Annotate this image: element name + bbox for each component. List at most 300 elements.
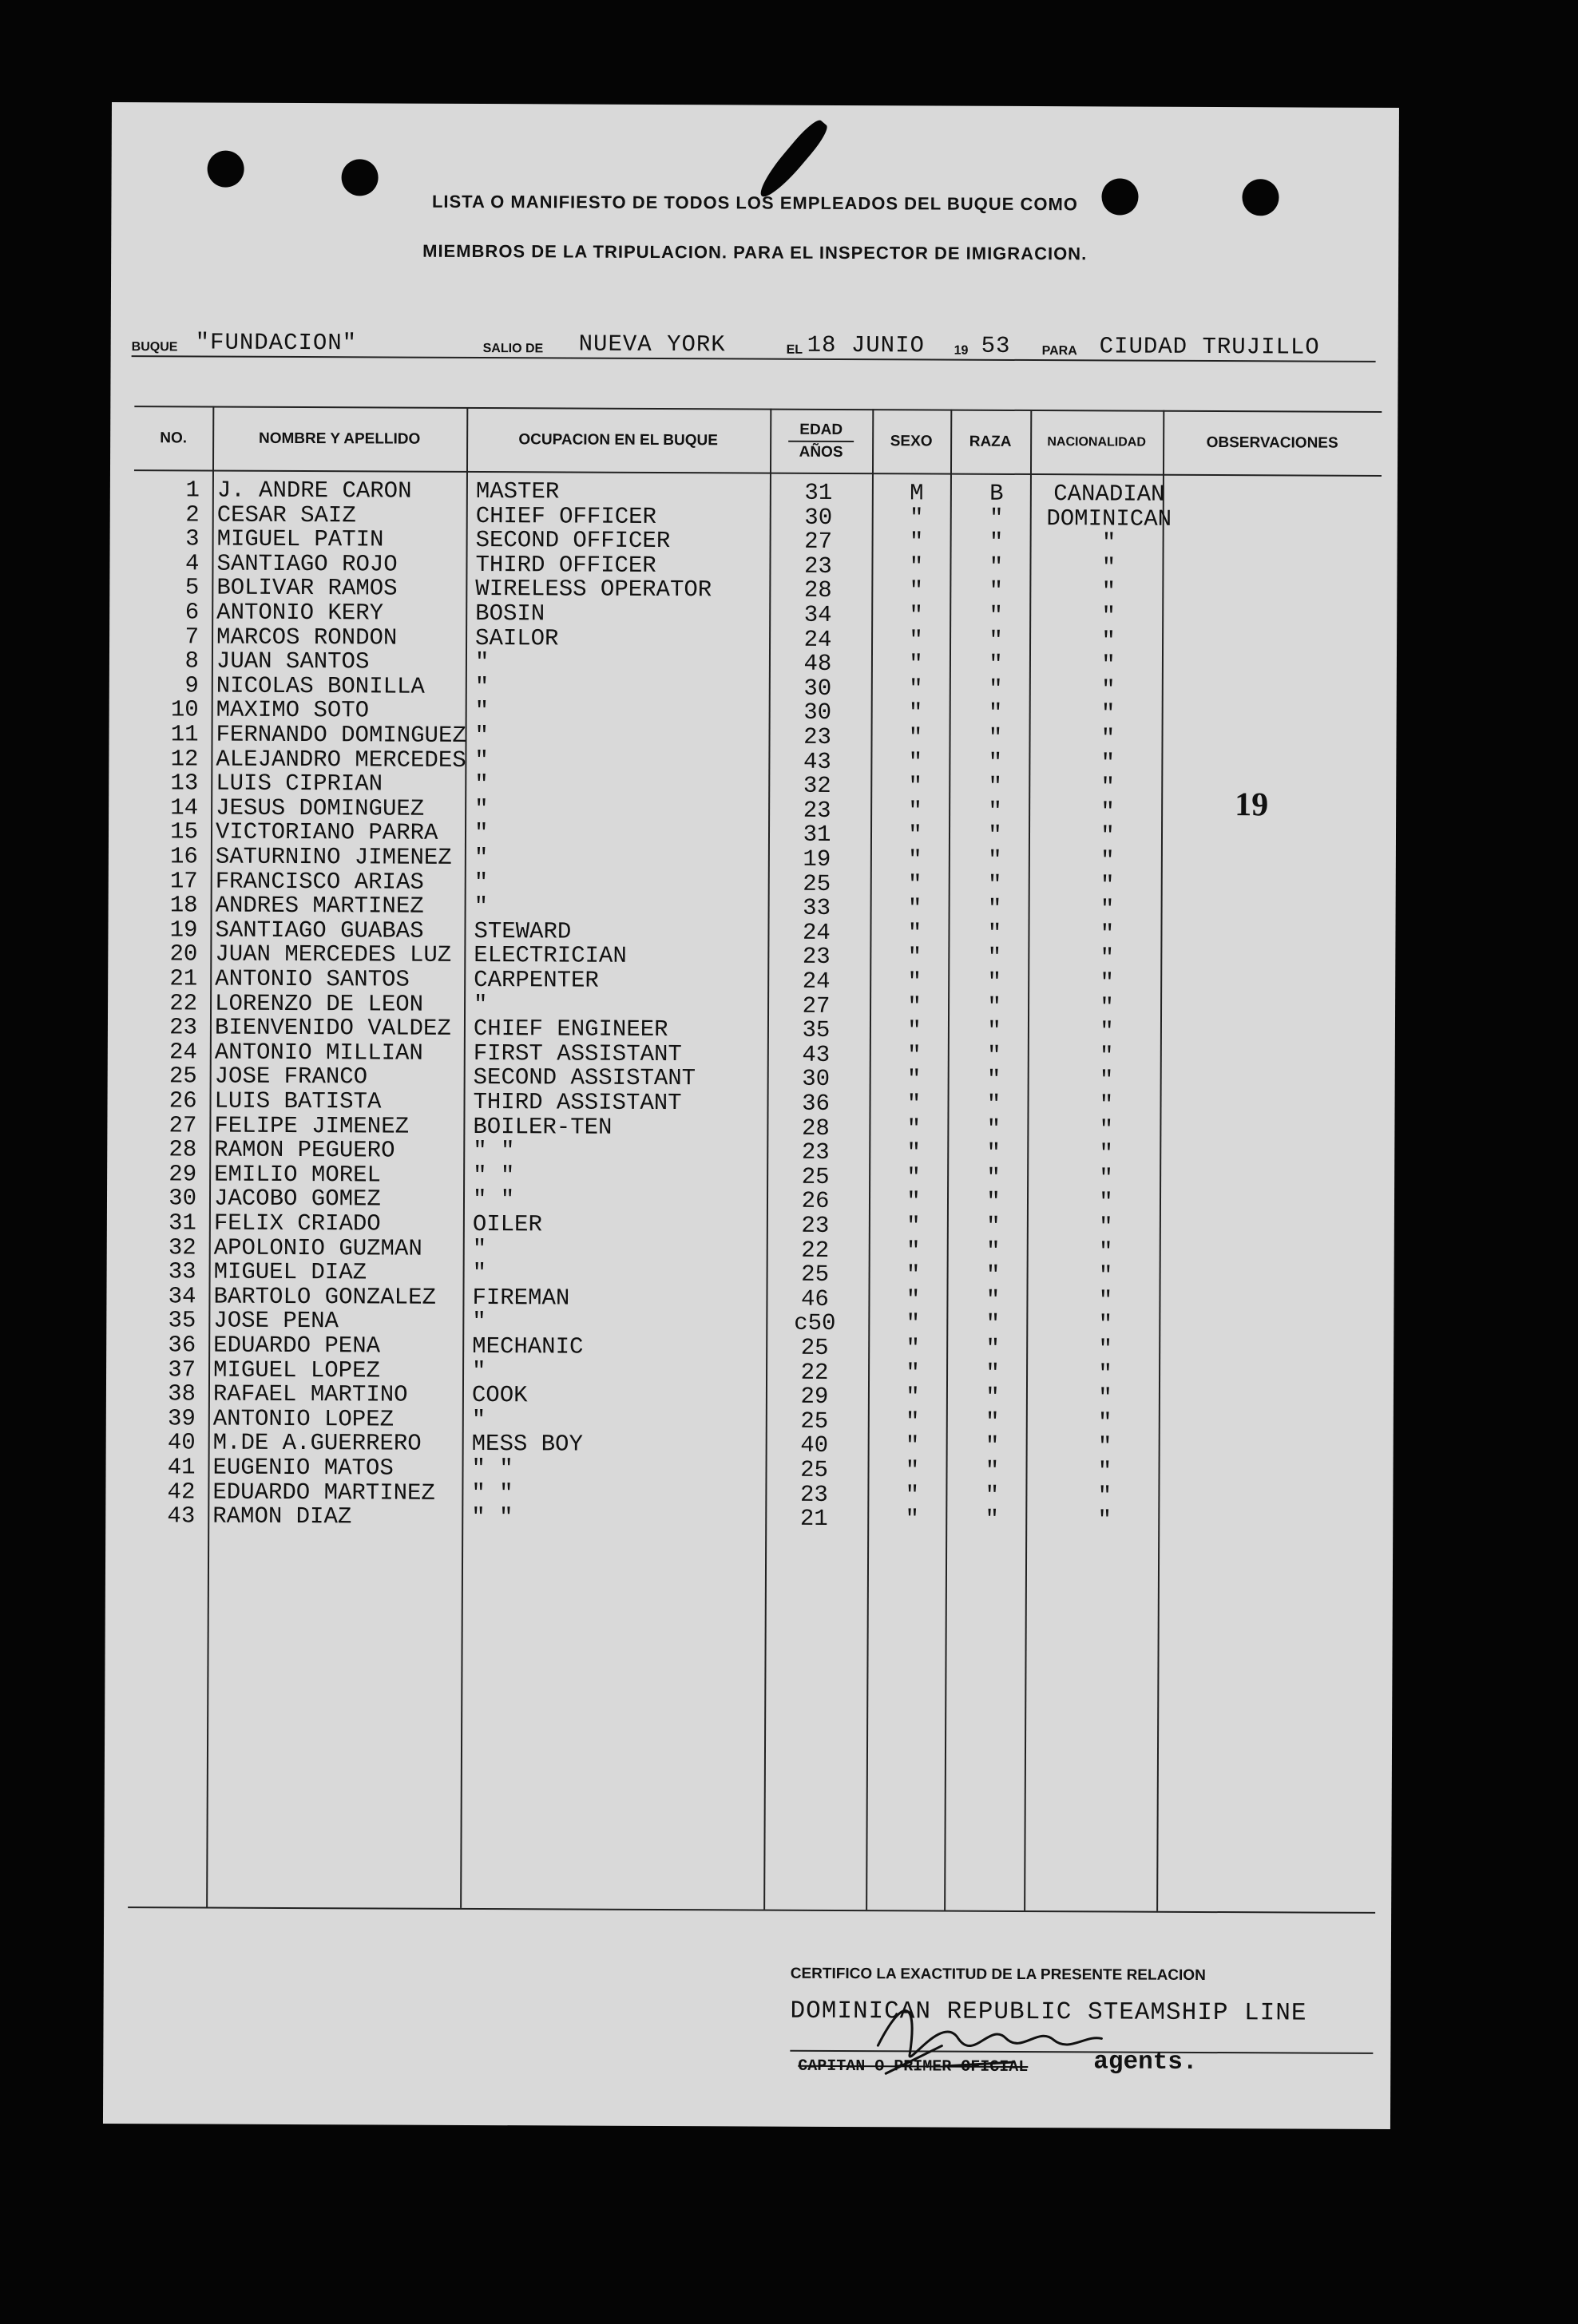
crew-nationality: "	[1097, 1506, 1112, 1534]
company-name: DOMINICAN REPUBLIC STEAMSHIP LINE	[790, 1997, 1307, 2028]
row-number: 34	[168, 1283, 196, 1310]
crew-age: 32	[803, 772, 831, 800]
crew-sex: "	[907, 1017, 922, 1044]
crew-name: JUAN SANTOS	[216, 647, 370, 675]
row-number: 42	[167, 1478, 196, 1506]
row-number: 24	[169, 1039, 197, 1066]
crew-name: JUAN MERCEDES LUZ	[215, 940, 452, 969]
crew-race: "	[987, 1042, 1001, 1069]
row-number: 26	[169, 1087, 197, 1114]
crew-nationality: "	[1099, 1140, 1114, 1167]
crew-sex: "	[909, 577, 924, 604]
crew-name: VICTORIANO PARRA	[215, 818, 438, 847]
crew-name: FRANCISCO ARIAS	[215, 868, 424, 896]
crew-age: c50	[794, 1310, 836, 1337]
crew-name: ANTONIO MILLIAN	[214, 1039, 423, 1067]
certify-text: CERTIFICO LA EXACTITUD DE LA PRESENTE RELACION	[790, 1965, 1206, 1984]
crew-name: FELIX CRIADO	[213, 1210, 381, 1237]
crew-nationality: "	[1100, 994, 1114, 1021]
row-number: 5	[184, 574, 200, 601]
crew-nationality: "	[1099, 1213, 1113, 1241]
crew-nationality: "	[1098, 1384, 1112, 1411]
agents-text: agents.	[1093, 2048, 1198, 2077]
table-bottom-rule	[128, 1906, 1375, 1914]
crew-age: 25	[801, 1163, 830, 1190]
row-number: 12	[170, 745, 199, 773]
crew-sex: "	[905, 1457, 920, 1484]
crew-name: ANDRES MARTINEZ	[215, 892, 424, 920]
crew-race: "	[988, 773, 1003, 801]
crew-sex: "	[906, 1066, 922, 1093]
salio-label: SALIO DE	[482, 342, 544, 356]
crew-age: 22	[801, 1237, 830, 1264]
crew-race: "	[988, 724, 1003, 751]
crew-nationality: "	[1100, 1018, 1114, 1045]
crew-nationality: "	[1098, 1287, 1113, 1314]
crew-sex: "	[908, 846, 922, 873]
crew-sex: "	[908, 773, 923, 800]
crew-nationality: CANADIAN	[1053, 481, 1165, 508]
crew-nationality: "	[1100, 872, 1115, 899]
crew-name: LUIS BATISTA	[214, 1087, 382, 1115]
crew-occupation: " "	[473, 1162, 515, 1190]
crew-name: EMILIO MOREL	[214, 1161, 382, 1189]
crew-age: 29	[800, 1383, 829, 1411]
row-number: 17	[169, 867, 198, 895]
crew-occupation: " "	[471, 1504, 513, 1531]
crew-age: 31	[803, 822, 831, 849]
crew-sex: "	[908, 748, 923, 776]
row-number: 33	[168, 1258, 196, 1285]
crew-age: 27	[804, 528, 833, 556]
crew-age: 31	[804, 479, 833, 506]
crew-occupation: OILER	[472, 1210, 542, 1238]
crew-sex: "	[906, 1188, 921, 1215]
crew-name: APOLONIO GUZMAN	[213, 1234, 422, 1262]
crew-sex: "	[906, 1237, 921, 1265]
crew-race: "	[985, 1506, 1000, 1534]
crew-race: "	[988, 798, 1002, 825]
anos-label: AÑOS	[799, 443, 843, 461]
crew-age: 21	[799, 1505, 828, 1533]
crew-race: "	[986, 1115, 1001, 1142]
row-number: 22	[169, 989, 198, 1017]
crew-sex: "	[906, 1213, 921, 1240]
row-number: 21	[169, 965, 198, 992]
crew-occupation: "	[474, 844, 489, 872]
crew-age: 25	[800, 1456, 829, 1483]
crew-nationality: "	[1100, 700, 1116, 727]
crew-age: 48	[803, 650, 832, 678]
crew-sex: "	[909, 651, 923, 678]
crew-age: 35	[802, 1016, 831, 1044]
crew-name: LORENZO DE LEON	[215, 990, 424, 1018]
crew-name: BARTOLO GONZALEZ	[213, 1283, 436, 1311]
crew-race: "	[987, 895, 1002, 923]
crew-race: "	[986, 1164, 1001, 1191]
crew-age: 23	[799, 1481, 828, 1508]
crew-occupation: " "	[471, 1479, 513, 1506]
crew-occupation: ELECTRICIAN	[474, 942, 627, 970]
row-number: 27	[169, 1111, 197, 1139]
crew-name: BIENVENIDO VALDEZ	[214, 1014, 451, 1043]
crew-sex: M	[910, 480, 924, 507]
crew-name: JESUS DOMINGUEZ	[216, 794, 425, 822]
row-number: 10	[170, 696, 199, 723]
crew-race: "	[986, 1189, 1001, 1216]
crew-nationality: "	[1100, 1043, 1114, 1070]
crew-age: 36	[802, 1090, 831, 1117]
crew-occupation: MASTER	[475, 477, 560, 505]
salio-value: NUEVA YORK	[578, 331, 726, 358]
crew-sex: "	[909, 602, 923, 629]
crew-occupation: "	[474, 698, 490, 725]
crew-occupation: " "	[473, 1138, 515, 1165]
crew-sex: "	[908, 798, 922, 825]
crew-sex: "	[909, 529, 924, 556]
crew-name: SANTIAGO ROJO	[216, 550, 398, 578]
row-number: 14	[170, 794, 199, 822]
crew-sex: "	[906, 1261, 921, 1289]
crew-name: JACOBO GOMEZ	[213, 1185, 381, 1213]
crew-nationality: "	[1099, 1165, 1113, 1192]
crew-race: "	[988, 749, 1003, 776]
crew-sex: "	[907, 870, 922, 898]
row-number: 16	[169, 843, 198, 870]
table-row	[105, 1503, 1393, 1534]
crew-name: LUIS CIPRIAN	[216, 770, 383, 798]
crew-occupation: "	[474, 869, 489, 896]
crew-name: FERNANDO DOMINGUEZ	[216, 721, 466, 749]
crew-nationality: "	[1100, 944, 1115, 972]
crew-sex: "	[907, 992, 922, 1020]
crew-race: "	[985, 1335, 1000, 1362]
crew-occupation: "	[474, 746, 489, 774]
row-number: 39	[167, 1405, 196, 1432]
signature-scribble	[854, 1989, 1109, 2078]
crew-race: "	[988, 700, 1003, 727]
crew-occupation: CHIEF OFFICER	[475, 502, 657, 530]
crew-age: 23	[802, 944, 831, 971]
row-number: 19	[169, 917, 198, 944]
crew-race: "	[985, 1482, 1000, 1509]
crew-nationality: "	[1100, 798, 1115, 825]
crew-age: 23	[803, 723, 832, 750]
crew-name: MARCOS RONDON	[216, 624, 398, 651]
crew-nationality: "	[1098, 1336, 1112, 1363]
crew-occupation: "	[471, 1357, 486, 1384]
col-header-observaciones: OBSERVACIONES	[1206, 434, 1338, 452]
crew-sex: "	[906, 1139, 922, 1166]
crew-sex: "	[906, 1335, 920, 1362]
destino-value: CIUDAD TRUJILLO	[1099, 333, 1320, 361]
crew-age: 24	[802, 968, 831, 995]
crew-occupation: "	[471, 1406, 486, 1433]
crew-sex: "	[905, 1432, 920, 1459]
crew-name: FELIPE JIMENEZ	[214, 1112, 410, 1140]
crew-race: "	[986, 1091, 1001, 1118]
crew-sex: "	[909, 626, 923, 654]
crew-occupation: FIREMAN	[472, 1284, 570, 1312]
crew-age: 30	[802, 1066, 831, 1093]
crew-occupation: MESS BOY	[471, 1431, 583, 1458]
manifest-title-line1: LISTA O MANIFIESTO DE TODOS LOS EMPLEADOS DEL BUQUE COMO	[431, 191, 1078, 215]
crew-occupation: "	[474, 722, 490, 750]
crew-name: EUGENIO MATOS	[212, 1454, 394, 1482]
crew-race: "	[985, 1261, 1001, 1289]
crew-nationality: "	[1097, 1433, 1112, 1460]
crew-age: 23	[803, 552, 832, 580]
edad-label: EDAD	[788, 420, 854, 442]
crew-name: M.DE A.GUERRERO	[212, 1429, 422, 1458]
crew-name: ANTONIO SANTOS	[215, 965, 410, 993]
crew-race: "	[988, 822, 1002, 849]
struck-title: CAPITAN O PRIMER OFICIAL	[798, 2057, 1029, 2077]
crew-age: 28	[803, 577, 832, 604]
crew-occupation: CARPENTER	[474, 966, 599, 994]
row-number: 30	[169, 1185, 197, 1212]
crew-nationality: "	[1099, 1116, 1114, 1143]
crew-nationality: "	[1100, 896, 1115, 923]
col-header-sexo: SEXO	[890, 433, 933, 450]
crew-race: "	[989, 553, 1004, 580]
crew-name: JOSE FRANCO	[214, 1063, 368, 1091]
crew-race: "	[985, 1311, 1001, 1338]
row-number: 29	[169, 1161, 197, 1188]
crew-race: "	[985, 1433, 1000, 1460]
crew-nationality: "	[1098, 1238, 1113, 1265]
crew-race: "	[989, 627, 1003, 654]
crew-race: "	[985, 1286, 1001, 1313]
crew-race: "	[987, 944, 1002, 972]
crew-name: ANTONIO KERY	[216, 599, 384, 627]
col-header-nacionalidad: NACIONALIDAD	[1047, 435, 1146, 449]
crew-sex: "	[907, 1042, 922, 1069]
col-header-ocupacion: OCUPACION EN EL BUQUE	[518, 431, 718, 449]
crew-nationality: "	[1098, 1360, 1112, 1388]
crew-occupation: "	[472, 1260, 487, 1287]
row-number: 28	[169, 1136, 197, 1163]
col-header-raza: RAZA	[969, 433, 1012, 450]
crew-race: "	[986, 1213, 1001, 1240]
el-label: EL	[786, 342, 803, 357]
row-number: 7	[184, 624, 200, 651]
crew-sex: "	[906, 1286, 921, 1313]
ship-info-line	[132, 326, 1376, 363]
crew-sex: "	[906, 1164, 921, 1191]
crew-race: "	[987, 993, 1001, 1020]
row-number: 1	[185, 477, 200, 504]
crew-nationality: "	[1100, 920, 1115, 948]
punch-hole	[208, 151, 244, 188]
crew-nationality: "	[1100, 774, 1116, 801]
crew-age: 40	[800, 1432, 829, 1459]
crew-age: 19	[803, 845, 831, 873]
crew-nationality: "	[1099, 1067, 1114, 1094]
crew-name: ANTONIO LOPEZ	[212, 1405, 394, 1433]
crew-name: MAXIMO SOTO	[216, 696, 370, 724]
crew-race: "	[989, 578, 1004, 605]
paper-tear	[754, 117, 831, 203]
manifest-title-line2: MIEMBROS DE LA TRIPULACION. PARA EL INSPECTOR DE IMIGRACION.	[422, 240, 1088, 264]
crew-race: "	[986, 1139, 1001, 1167]
crew-sex: "	[909, 553, 924, 580]
buque-value: "FUNDACION"	[195, 329, 358, 357]
crew-sex: "	[907, 920, 922, 947]
crew-sex: "	[906, 1359, 920, 1387]
crew-age: 30	[804, 504, 833, 531]
crew-occupation: FIRST ASSISTANT	[473, 1039, 682, 1067]
para-label: PARA	[1041, 344, 1077, 358]
crew-sex: "	[907, 895, 922, 922]
manifest-sheet	[103, 102, 1399, 2129]
row-number: 36	[168, 1332, 196, 1359]
crew-occupation: "	[474, 820, 489, 847]
crew-age: 23	[801, 1138, 830, 1166]
crew-nationality: "	[1101, 603, 1116, 630]
crew-occupation: STEWARD	[474, 917, 572, 945]
row-number: 11	[170, 721, 199, 748]
crew-age: 24	[803, 626, 832, 653]
crew-race: "	[987, 871, 1002, 898]
crew-race: "	[985, 1408, 1000, 1435]
crew-name: EDUARDO MARTINEZ	[212, 1479, 435, 1506]
crew-race: "	[985, 1457, 1000, 1484]
crew-race: "	[985, 1360, 1000, 1387]
row-number: 41	[167, 1454, 196, 1481]
crew-name: BOLIVAR RAMOS	[216, 574, 398, 602]
crew-name: NICOLAS BONILLA	[216, 672, 425, 700]
row-number: 13	[170, 770, 199, 797]
crew-sex: "	[909, 675, 923, 703]
crew-occupation: WIRELESS OPERATOR	[475, 576, 712, 604]
crew-sex: "	[906, 1408, 920, 1435]
crew-nationality: "	[1100, 750, 1116, 777]
crew-race: "	[987, 920, 1002, 947]
crew-sex: "	[905, 1481, 920, 1509]
crew-race: "	[987, 1017, 1001, 1045]
crew-age: 25	[800, 1334, 829, 1361]
crew-occupation: THIRD OFFICER	[475, 551, 656, 579]
crew-race: "	[989, 651, 1003, 679]
crew-occupation: "	[474, 893, 489, 920]
crew-name: EDUARDO PENA	[213, 1332, 381, 1360]
crew-sex: "	[905, 1506, 920, 1533]
crew-race: "	[986, 1067, 1001, 1094]
crew-age: 28	[801, 1114, 830, 1142]
crew-age: 27	[802, 992, 831, 1019]
crew-age: 26	[801, 1188, 830, 1215]
crew-race: "	[985, 1384, 1000, 1411]
crew-occupation: SECOND OFFICER	[475, 527, 671, 555]
row-number: 9	[184, 672, 199, 699]
crew-occupation: "	[474, 795, 489, 822]
crew-sex: "	[909, 504, 924, 532]
row-number: 2	[185, 501, 200, 529]
crew-occupation: "	[472, 1235, 487, 1262]
crew-age: 43	[803, 748, 831, 775]
crew-occupation: "	[474, 991, 488, 1018]
crew-age: 43	[802, 1041, 831, 1068]
year-value: 53	[981, 332, 1011, 359]
crew-age: 23	[803, 797, 831, 824]
crew-age: 25	[800, 1407, 829, 1435]
crew-occupation: " "	[471, 1455, 513, 1483]
crew-occupation: " "	[472, 1186, 515, 1213]
crew-race: "	[985, 1237, 1001, 1265]
crew-name: RAMON PEGUERO	[214, 1136, 395, 1164]
crew-nationality: "	[1097, 1458, 1112, 1485]
buque-label: BUQUE	[131, 340, 178, 354]
row-number: 8	[184, 647, 200, 675]
row-number: 25	[169, 1063, 197, 1090]
row-number: 31	[168, 1210, 196, 1237]
crew-nationality: "	[1098, 1409, 1112, 1436]
crew-age: 33	[803, 894, 831, 922]
crew-occupation: "	[474, 771, 489, 798]
crew-race: B	[989, 480, 1004, 507]
crew-race: "	[989, 602, 1003, 629]
crew-nationality: "	[1101, 529, 1116, 556]
row-number: 15	[170, 818, 199, 845]
crew-sex: "	[907, 944, 922, 971]
crew-race: "	[989, 529, 1004, 556]
crew-age: 22	[800, 1359, 829, 1386]
crew-nationality: "	[1097, 1482, 1112, 1510]
crew-nationality: "	[1099, 1189, 1113, 1216]
crew-sex: "	[908, 699, 923, 726]
crew-name: MIGUEL LOPEZ	[213, 1356, 380, 1384]
row-number: 32	[168, 1233, 196, 1261]
row-number: 20	[169, 940, 198, 968]
crew-sex: "	[906, 1310, 921, 1337]
crew-age: 24	[802, 919, 831, 946]
crew-nationality: "	[1100, 822, 1115, 849]
crew-occupation: BOILER-TEN	[473, 1113, 613, 1141]
row-number: 43	[167, 1502, 196, 1530]
row-number: 23	[169, 1014, 198, 1041]
crew-nationality: DOMINICAN	[1046, 505, 1172, 533]
crew-nationality: "	[1101, 628, 1116, 655]
crew-sex: "	[908, 822, 922, 849]
fecha-value: 18 JUNIO	[807, 331, 925, 359]
crew-age: 30	[803, 699, 832, 726]
crew-nationality: "	[1098, 1262, 1113, 1289]
crew-nationality: "	[1101, 651, 1116, 679]
year-prefix: 19	[954, 343, 969, 358]
crew-occupation: THIRD ASSISTANT	[473, 1088, 682, 1117]
crew-race: "	[987, 968, 1001, 996]
crew-name: RAMON DIAZ	[212, 1502, 352, 1530]
row-number: 4	[185, 550, 200, 577]
crew-nationality: "	[1100, 847, 1115, 874]
crew-occupation: SAILOR	[475, 624, 559, 652]
crew-name: MIGUEL PATIN	[216, 525, 384, 553]
crew-sex: "	[906, 1384, 920, 1411]
crew-age: 25	[803, 870, 831, 897]
crew-age: 30	[803, 675, 832, 702]
col-header-nombre: NOMBRE Y APELLIDO	[258, 430, 421, 448]
crew-sex: "	[906, 1091, 922, 1118]
crew-name: JOSE PENA	[213, 1307, 339, 1335]
row-number: 6	[184, 599, 200, 626]
crew-occupation: "	[472, 1308, 486, 1336]
crew-nationality: "	[1100, 969, 1114, 996]
row-number: 18	[169, 892, 198, 919]
col-header-edad	[770, 409, 872, 475]
crew-race: "	[988, 846, 1002, 873]
crew-name: ALEJANDRO MERCEDES	[216, 746, 466, 774]
